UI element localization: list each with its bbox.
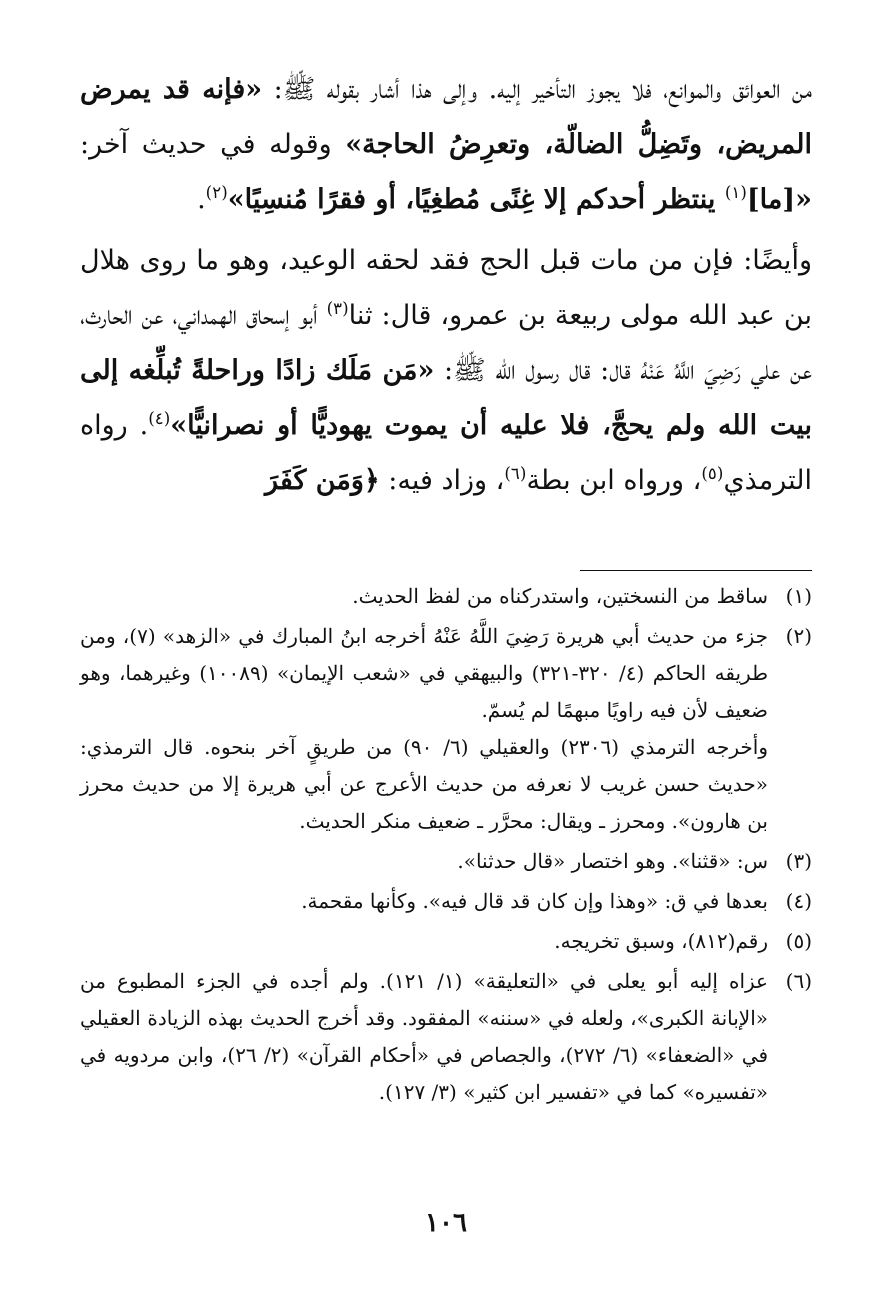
footnote-separator <box>580 570 812 571</box>
page-number: ١٠٦ <box>425 1208 467 1238</box>
hadith-quote: «فإنه قد يمرض المريض، وتَضِلُّ الضالّة، وتعرِضُ الحاجة» <box>80 74 812 160</box>
hadith-quote: ينتظر أحدكم إلا غِنًى مُطغِيًا، أو فقرًا مُنسِيًا» <box>227 184 725 215</box>
text-run: وأيضًا: فإن من مات قبل الحج فقد لحقه الوعيد، وهو ما روى هلال بن عبد الله مولى ربيعة بن عمرو، قال: ثنا <box>80 245 812 331</box>
footnote-line: ساقط من النسختين، واستدركناه من لفظ الحديث. <box>352 584 768 608</box>
footnote <box>80 578 812 615</box>
footnote-ref[interactable]: (٦) <box>504 463 527 483</box>
text-run: وقوله في حديث آخر: <box>80 129 346 160</box>
footnote-ref[interactable]: (٤) <box>148 408 171 428</box>
footnote-ref[interactable]: (١) <box>724 182 747 202</box>
text-run: ، وزاد فيه: <box>379 465 505 496</box>
hadith-quote: «مَن مَلَك زادًا وراحلةً تُبلِّغه إلى بيت الله ولم يحجَّ، فلا عليه أن يموت يهوديًّا أو نصرانيًّا» <box>80 355 812 441</box>
text-run: أبو إسحاق الهمداني، عن الحارث، عن علي رَضِيَ اللَّهُ عَنْهُ قال: قال رسول الله ﷺ: <box>80 300 812 386</box>
footnote-ref[interactable]: (٣) <box>326 298 349 318</box>
text-run: ، ورواه ابن بطة <box>526 465 702 496</box>
footnote <box>80 883 812 920</box>
footnote-text <box>80 843 768 880</box>
footnote <box>80 618 812 840</box>
text-run: . <box>197 184 206 215</box>
footnote-text <box>80 618 768 840</box>
text-run: من العوائق والموانع، فلا يجوز التأخير إليه. وإلى هذا أشار بقوله ﷺ: <box>262 74 812 105</box>
footnote-ref[interactable]: (٥) <box>701 463 724 483</box>
main-text <box>80 62 812 508</box>
text-run: . رواه الترمذي <box>80 410 812 496</box>
footnote-number: (٣) <box>785 849 812 873</box>
footnote-text <box>80 883 768 920</box>
footnote-number: (٤) <box>785 889 812 913</box>
footnote-line: عزاه إليه أبو يعلى في «التعليقة» (١/ ١٢١). ولم أجده في الجزء المطبوع من «الإبانة الكبرى»، ولعله في «سننه» المفقود. وقد أخرج الحديث بهذه الزيادة العقيلي في «الضعفاء» (٦/ ٢٧٢)، والجصاص في «أحكام القرآن» (٢/ ٢٦)، وابن مردويه في «تفسيره» كما في «تفسير ابن كثير» (٣/ ١٢٧). <box>80 969 769 1104</box>
footnote-line: وأخرجه الترمذي (٢٣٠٦) والعقيلي (٦/ ٩٠) من طريقٍ آخر بنحوه. قال الترمذي: «حديث حسن غريب لا نعرفه من حديث الأعرج عن أبي هريرة إلا من حديث محرز بن هارون». ومحرز ـ ويقال: محرَّر ـ ضعيف منكر الحديث. <box>80 735 768 833</box>
paragraph-1 <box>80 62 812 227</box>
footnote-number: (١) <box>785 584 812 608</box>
footnotes <box>80 578 812 1114</box>
footnote <box>80 923 812 960</box>
footnote-text <box>80 963 768 1111</box>
footnote-ref[interactable]: (٢) <box>205 182 228 202</box>
footnote-line: س: «قثنا». وهو اختصار «قال حدثنا». <box>457 849 768 873</box>
footnote-text <box>80 578 768 615</box>
footnote-number: (٢) <box>785 624 812 648</box>
paragraph-2 <box>80 233 812 508</box>
footnote-line: جزء من حديث أبي هريرة رَضِيَ اللَّهُ عَنْهُ أخرجه ابنُ المبارك في «الزهد» (٧)، ومن طريقه الحاكم (٤/ ٣٢٠-٣٢١) والبيهقي في «شعب الإيمان» (١٠٠٨٩) وغيرهما، وهو ضعيف لأن فيه راويًا مبهمًا لم يُسمّ. <box>80 624 768 722</box>
footnote-line: بعدها في ق: «وهذا وإن كان قد قال فيه». وكأنها مقحمة. <box>301 889 768 913</box>
footnote-line: رقم(٨١٢)، وسبق تخريجه. <box>554 929 768 953</box>
footnote <box>80 843 812 880</box>
footnote <box>80 963 812 1111</box>
footnote-number: (٦) <box>785 969 812 993</box>
quran-quote: ﴿وَمَن كَفَرَ <box>265 465 380 496</box>
footnote-text <box>80 923 768 960</box>
hadith-quote: «[ما] <box>746 184 812 215</box>
footnote-number: (٥) <box>785 929 812 953</box>
